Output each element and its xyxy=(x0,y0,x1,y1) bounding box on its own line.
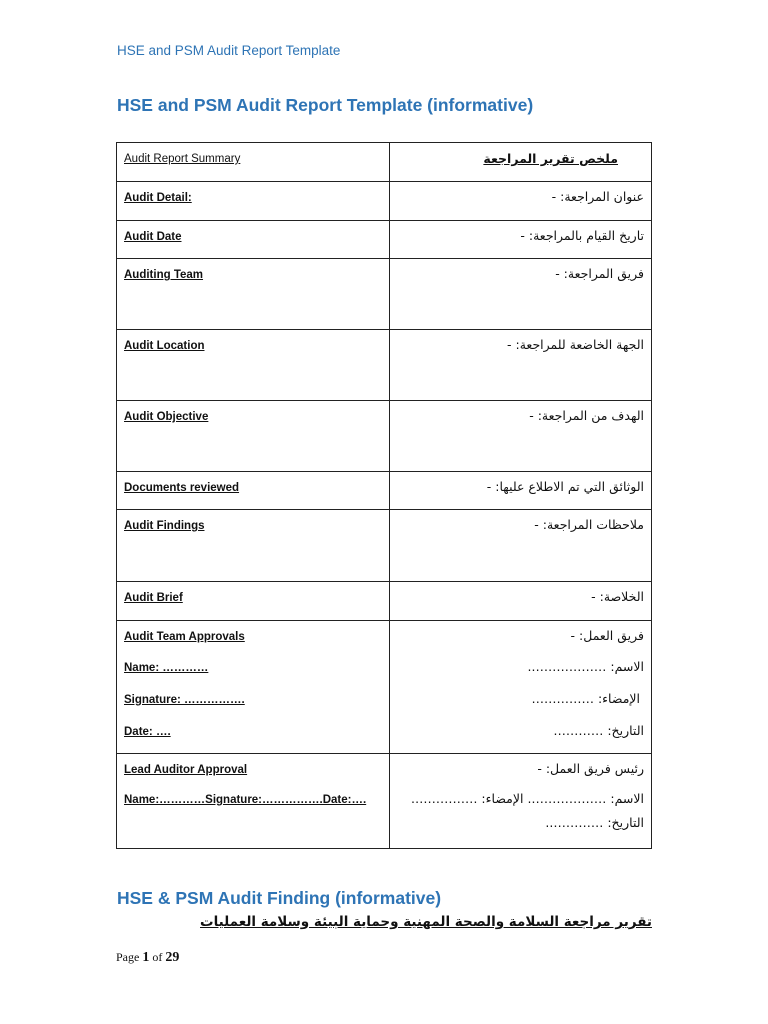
lead-auditor-title-ar: رئيس فريق العمل: - xyxy=(537,761,644,776)
table-row xyxy=(117,330,652,401)
page-word: Page xyxy=(116,950,140,964)
table-cell-ar xyxy=(390,330,652,401)
team-approvals-cell-ar xyxy=(390,621,652,754)
table-row xyxy=(117,582,652,621)
table-cell-en xyxy=(117,221,390,259)
table-row xyxy=(117,754,652,849)
table-row xyxy=(117,221,652,259)
table-cell-ar xyxy=(390,582,652,621)
table-cell-en xyxy=(117,582,390,621)
table-cell-en xyxy=(117,472,390,510)
table-cell-en xyxy=(117,182,390,221)
section-title: HSE and PSM Audit Report Template (informative) xyxy=(117,95,534,115)
page-footer xyxy=(116,950,179,966)
team-approvals-title: Audit Team Approvals xyxy=(124,631,245,643)
row-label-en: Audit Detail: xyxy=(124,192,192,204)
team-name-line-ar: الاسم: ………………. xyxy=(527,659,644,674)
table-cell-en xyxy=(117,330,390,401)
table-row xyxy=(117,510,652,582)
table-cell-en xyxy=(117,401,390,472)
row-label-en: Auditing Team xyxy=(124,269,204,281)
section-title-ar: تقرير مراجعة السلامة والصحة المهنية وحماية البيئة وسلامة العمليات xyxy=(200,914,652,930)
lead-auditor-cell-ar xyxy=(390,754,652,849)
table-cell-ar xyxy=(390,143,652,182)
row-label-ar: فريق المراجعة: - xyxy=(555,266,644,281)
table-cell-ar xyxy=(390,510,652,582)
table-cell-en xyxy=(117,143,390,182)
team-date-line-ar: التاريخ: ………… xyxy=(553,723,644,738)
team-signature-line: Signature: ……………. xyxy=(124,694,245,706)
table-row xyxy=(117,472,652,510)
row-label-ar: عنوان المراجعة: - xyxy=(551,189,644,204)
row-label-ar: الوثائق التي تم الاطلاع عليها: - xyxy=(486,479,644,494)
row-label-en: Audit Objective xyxy=(124,411,209,423)
row-label-en: Audit Report Summary xyxy=(124,153,241,165)
row-label-ar: الجهة الخاضعة للمراجعة: - xyxy=(507,337,644,352)
table-cell-ar xyxy=(390,221,652,259)
table-row xyxy=(117,182,652,221)
row-label-en: Audit Findings xyxy=(124,520,205,532)
table-row xyxy=(117,401,652,472)
row-label-en: Audit Location xyxy=(124,340,205,352)
table-cell-ar xyxy=(390,259,652,330)
row-label-ar: الهدف من المراجعة: - xyxy=(529,408,644,423)
team-approvals-title-ar: فريق العمل: - xyxy=(570,628,644,643)
table-cell-ar xyxy=(390,472,652,510)
lead-auditor-cell-en xyxy=(117,754,390,849)
audit-summary-table xyxy=(116,142,652,849)
running-header: HSE and PSM Audit Report Template xyxy=(117,43,341,58)
total-pages: 29 xyxy=(165,950,180,965)
team-name-line: Name: ………… xyxy=(124,662,209,674)
table-cell-ar xyxy=(390,182,652,221)
table-row xyxy=(117,621,652,754)
row-label-en: Documents reviewed xyxy=(124,482,240,494)
team-approvals-cell-en xyxy=(117,621,390,754)
row-label-ar: تاريخ القيام بالمراجعة: - xyxy=(520,228,644,243)
table-row xyxy=(117,259,652,330)
row-label-ar: ملخص تقرير المراجعة xyxy=(483,151,618,166)
lead-auditor-line-ar: الاسم: ………………. الإمضاء: ……………. xyxy=(410,791,644,806)
team-date-line: Date: …. xyxy=(124,726,171,738)
of-word: of xyxy=(152,950,163,964)
table-cell-ar xyxy=(390,401,652,472)
section-title: HSE & PSM Audit Finding (informative) xyxy=(117,888,442,908)
table-row xyxy=(117,143,652,182)
table-cell-en xyxy=(117,259,390,330)
page-number: 1 xyxy=(142,950,150,965)
table-cell-en xyxy=(117,510,390,582)
lead-auditor-line: Name:…………Signature:…………….Date:…. xyxy=(124,794,367,806)
lead-auditor-date-ar: التاريخ: ………….. xyxy=(545,815,644,830)
team-signature-line-ar: الإمضاء: …………… xyxy=(531,691,640,706)
row-label-ar: ملاحظات المراجعة: - xyxy=(534,517,644,532)
row-label-ar: الخلاصة: - xyxy=(591,589,644,604)
row-label-en: Audit Brief xyxy=(124,592,183,604)
lead-auditor-title: Lead Auditor Approval xyxy=(124,764,248,776)
row-label-en: Audit Date xyxy=(124,231,182,243)
